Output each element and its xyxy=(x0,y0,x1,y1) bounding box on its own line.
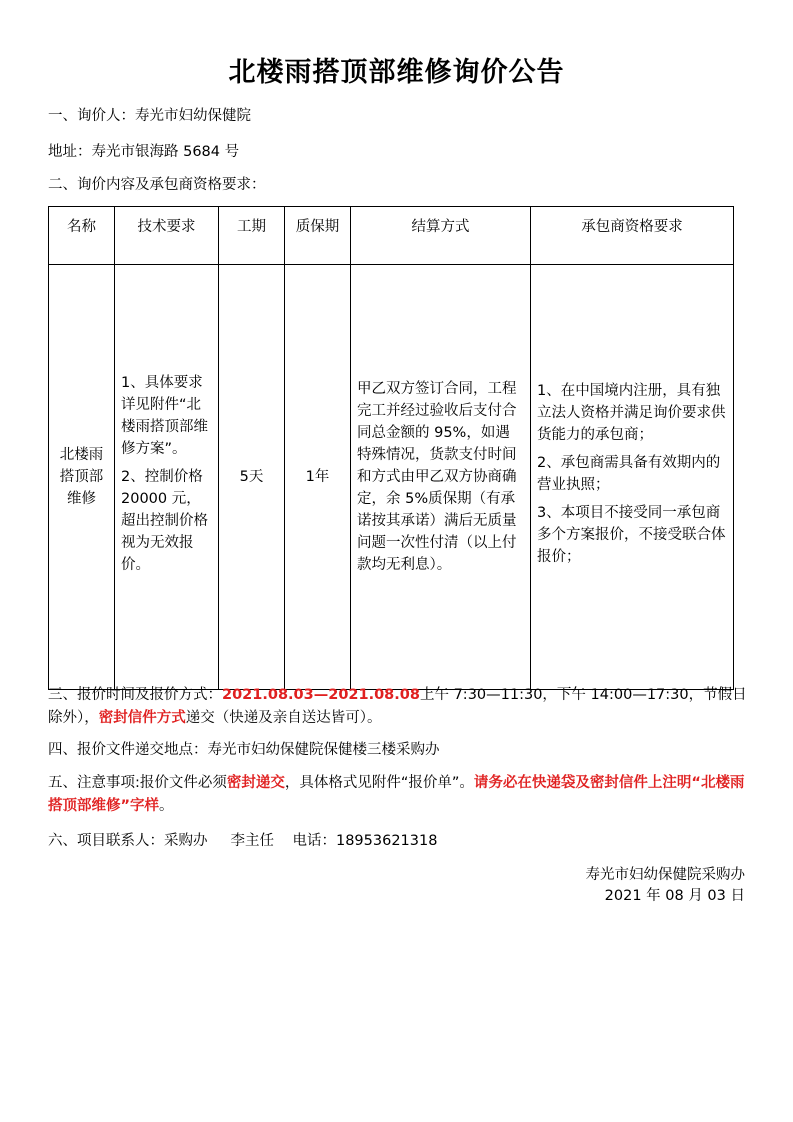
envelope-marking-note: 请务必在快递袋及密封信件上注明“北楼雨搭顶部维修”字样 xyxy=(48,775,745,814)
section5-paragraph: 五、注意事项:报价文件必须密封递交，具体格式见附件“报价单”。请务必在快递袋及密封信件上注明“北楼雨搭顶部维修”字样。 xyxy=(48,775,745,814)
page-title: 北楼雨搭顶部维修询价公告 xyxy=(228,57,565,88)
cell-period: 5天 xyxy=(219,265,285,690)
qualification-item-2: 2、承包商需具备有效期内的营业执照； xyxy=(537,455,721,493)
inquiry-table xyxy=(48,206,734,690)
cell-name: 北楼雨搭顶部维修 xyxy=(49,265,115,690)
tech-item-2: 2、控制价格 20000 元，超出控制价格视为无效报价。 xyxy=(121,469,208,573)
signature-org: 寿光市妇幼保健院采购办 xyxy=(585,867,745,883)
cell-tech xyxy=(115,265,219,690)
header-warranty: 质保期 xyxy=(285,207,351,265)
header-name: 名称 xyxy=(49,207,115,265)
signature-date: 2021 年 08 月 03 日 xyxy=(604,888,745,904)
cell-qualification xyxy=(531,265,734,690)
section3-paragraph: 三、报价时间及报价方式：2021.08.03—2021.08.08上午 7:30—11:30，下午 14:00—17:30，节假日除外），密封信件方式递交（快递及亲自送达皆可）。 xyxy=(48,687,747,726)
sealed-submission: 密封递交 xyxy=(226,775,285,791)
section4-line: 四、报价文件递交地点：寿光市妇幼保健院保健楼三楼采购办 xyxy=(48,742,440,758)
qualification-item-3: 3、本项目不接受同一承包商多个方案报价，不接受联合体报价； xyxy=(537,505,726,565)
header-period: 工期 xyxy=(219,207,285,265)
table-header-row xyxy=(49,207,734,265)
quote-date-range: 2021.08.03—2021.08.08 xyxy=(222,687,420,703)
tech-item-1: 1、具体要求详见附件“北楼雨搭顶部维修方案”。 xyxy=(121,375,208,457)
sealed-letter-method: 密封信件方式 xyxy=(98,710,186,726)
section6-contact: 六、项目联系人：采购办 李主任 电话：18953621318 xyxy=(48,833,438,849)
header-tech: 技术要求 xyxy=(115,207,219,265)
cell-settlement: 甲乙双方签订合同，工程完工并经过验收后支付合同总金额的 95%，如遇特殊情况，货款支付时间和方式由甲乙双方协商确定，余 5%质保期（有承诺按其承诺）满后无质量问题一次性付清（以上付款均无利息）。 xyxy=(351,265,531,690)
header-qualification: 承包商资格要求 xyxy=(531,207,734,265)
section2-heading: 二、询价内容及承包商资格要求： xyxy=(48,177,266,193)
qualification-item-1: 1、在中国境内注册，具有独立法人资格并满足询价要求供货能力的承包商； xyxy=(537,383,726,443)
address-line: 地址：寿光市银海路 5684 号 xyxy=(48,144,240,160)
header-settlement: 结算方式 xyxy=(351,207,531,265)
cell-warranty: 1年 xyxy=(285,265,351,690)
inquirer-line: 一、询价人：寿光市妇幼保健院 xyxy=(48,108,251,124)
table-row xyxy=(49,265,734,690)
